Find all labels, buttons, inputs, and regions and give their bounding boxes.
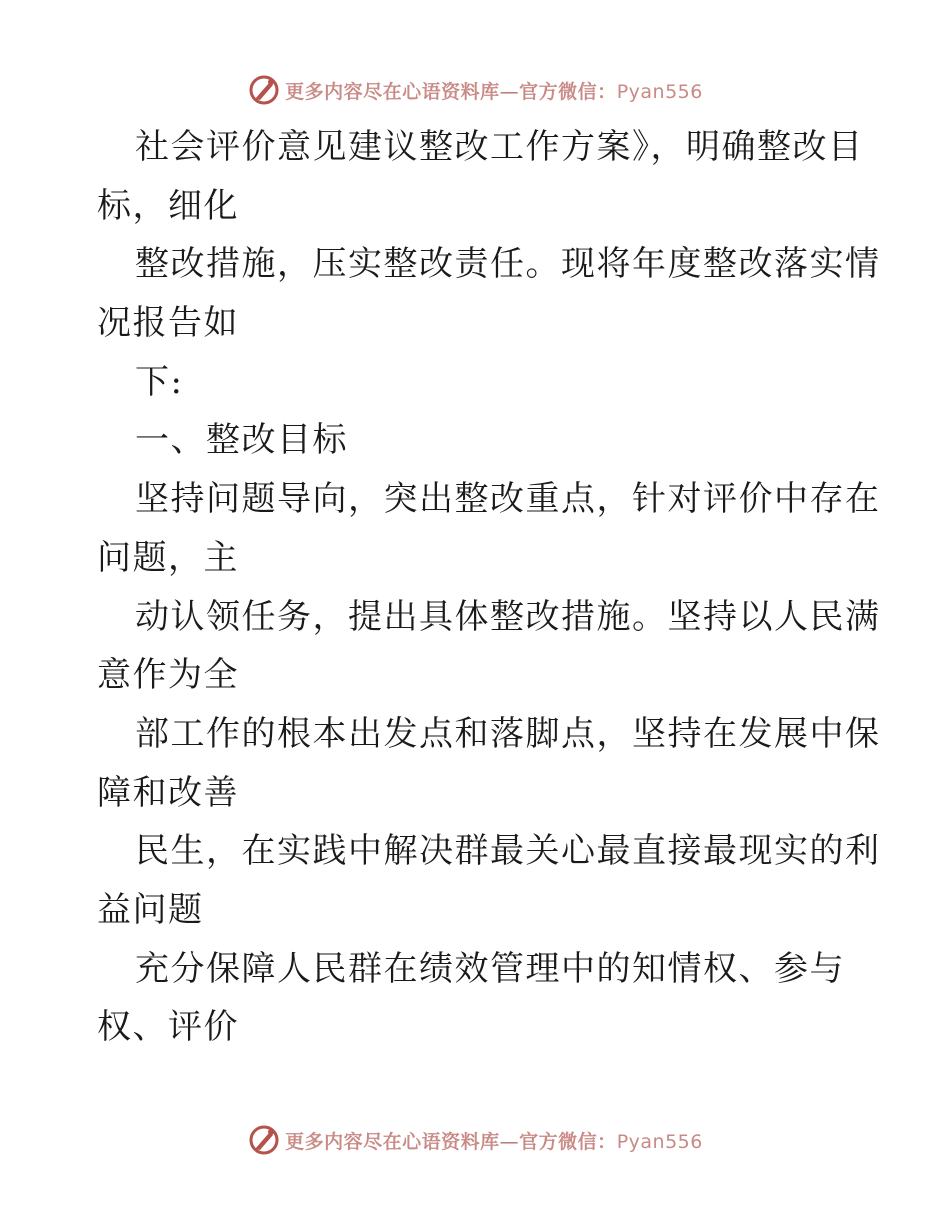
text-line: 权、评价 [97,1007,239,1048]
text-line: 坚持问题导向，突出整改重点，针对评价中存在 [135,479,881,520]
watermark-brand: 更多内容尽在心语资料库 [285,80,500,103]
footer-watermark [0,1120,950,1160]
text-line: 问题，主 [97,537,239,578]
watermark-id: Pyan556 [616,1130,703,1153]
text-line: 标，细化 [97,185,239,226]
watermark-id: Pyan556 [616,80,703,103]
text-line: 下: [135,361,184,402]
watermark-text [285,77,703,104]
text-line: 意作为全 [97,655,239,696]
watermark-label: 官方微信： [519,80,617,103]
text-line: 部工作的根本出发点和落脚点，坚持在发展中保 [135,713,881,754]
watermark-dash: — [499,1130,520,1153]
header-watermark [0,70,950,110]
document-body [97,118,881,1057]
text-line: 障和改善 [97,772,239,813]
pen-logo-icon [247,73,281,107]
pen-logo-icon [247,1123,281,1157]
text-line: 民生，在实践中解决群最关心最直接最现实的利 [135,831,881,872]
watermark-text [285,1127,703,1154]
text-line: 整改措施，压实整改责任。现将年度整改落实情 [135,244,881,285]
text-line: 况报告如 [97,303,239,344]
section-heading: 一、整改目标 [135,420,348,461]
watermark-brand: 更多内容尽在心语资料库 [285,1130,500,1153]
text-line: 社会评价意见建议整改工作方案》，明确整改目 [135,127,864,167]
watermark-dash: — [499,80,520,103]
text-line: 动认领任务，提出具体整改措施。坚持以人民满 [135,596,881,637]
watermark-label: 官方微信： [519,1130,617,1153]
text-line: 益问题 [97,889,204,930]
text-line: 充分保障人民群在绩效管理中的知情权、参与 [135,948,845,989]
